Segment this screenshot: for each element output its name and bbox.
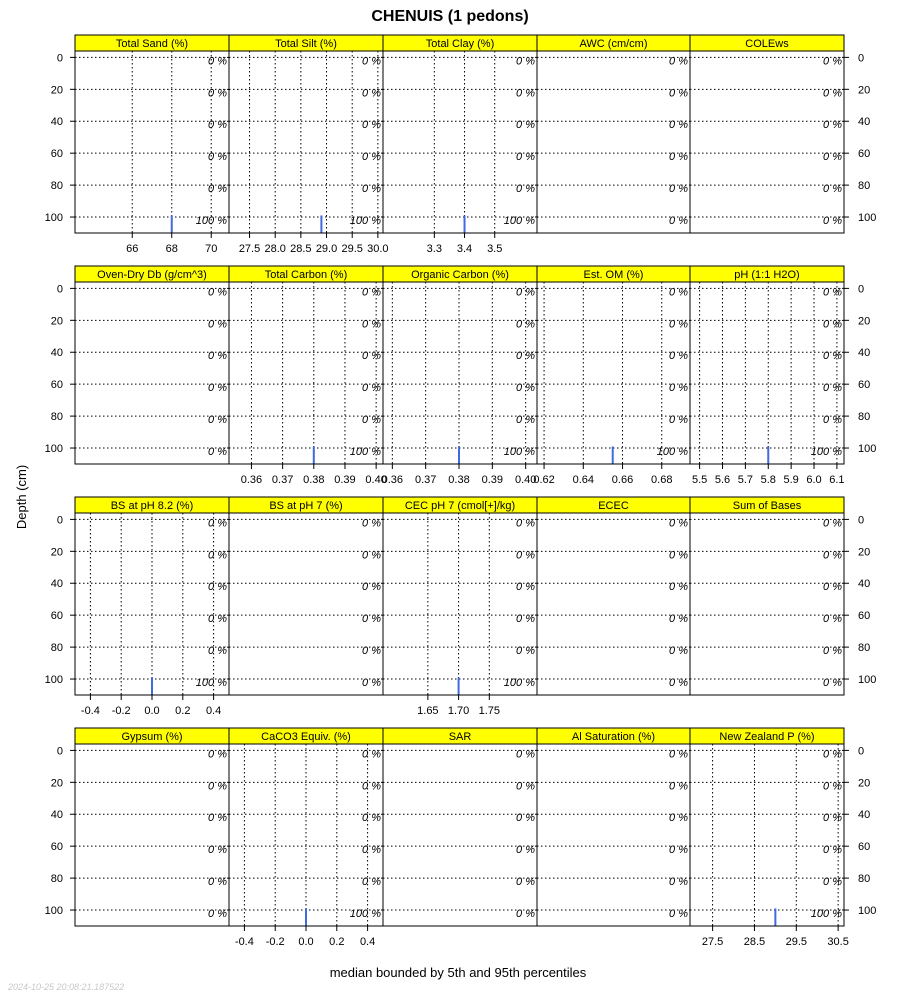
x-tick-label: 66 — [126, 243, 139, 255]
y-tick-label: 0 — [858, 52, 865, 65]
panel — [533, 266, 690, 486]
y-tick-label: 40 — [50, 578, 63, 591]
data-coverage-label: 0 % — [669, 812, 688, 825]
x-tick-label: 0.66 — [611, 474, 634, 486]
data-coverage-label: 0 % — [669, 318, 688, 331]
panel-strip-label: Est. OM (%) — [583, 269, 644, 281]
data-coverage-label: 0 % — [516, 517, 535, 530]
x-tick-label: 0.2 — [329, 936, 345, 948]
data-coverage-label: 0 % — [362, 87, 381, 100]
x-tick-label: -0.2 — [111, 705, 131, 717]
data-coverage-label: 0 % — [823, 677, 842, 690]
x-tick-label: 0.40 — [365, 474, 387, 486]
data-coverage-label: 0 % — [669, 780, 688, 793]
y-tick-label: 0 — [56, 283, 63, 296]
x-tick-label: 0.68 — [651, 474, 673, 486]
data-coverage-label: 0 % — [208, 446, 227, 459]
panel-frame — [75, 282, 229, 464]
x-tick-label: 28.5 — [290, 243, 312, 255]
y-tick-label: 80 — [858, 180, 871, 193]
x-tick-label: 0.40 — [514, 474, 537, 486]
panel-strip-label: Total Sand (%) — [115, 38, 189, 50]
data-coverage-label: 0 % — [516, 581, 535, 594]
data-coverage-label: 0 % — [362, 812, 381, 825]
x-tick-label: 1.65 — [417, 705, 439, 717]
y-tick-label: 80 — [50, 411, 63, 424]
data-coverage-label: 0 % — [208, 318, 227, 331]
x-tick-label: 29.0 — [315, 243, 338, 255]
data-coverage-label: 0 % — [516, 350, 535, 363]
data-coverage-label: 0 % — [516, 87, 535, 100]
data-coverage-label: 0 % — [362, 151, 381, 164]
data-coverage-label: 100 % — [195, 215, 227, 228]
data-coverage-label: 0 % — [516, 286, 535, 299]
data-coverage-label: 0 % — [516, 55, 535, 68]
data-coverage-label: 0 % — [823, 645, 842, 658]
x-tick-label: 27.5 — [701, 936, 724, 948]
y-tick-label: 20 — [858, 84, 871, 97]
panel-frame — [690, 513, 844, 695]
x-tick-label: 0.36 — [240, 474, 263, 486]
data-coverage-label: 0 % — [208, 908, 227, 921]
data-coverage-label: 100 % — [349, 908, 381, 921]
panel-frame — [690, 51, 844, 233]
data-coverage-label: 0 % — [362, 183, 381, 196]
x-tick-label: -0.2 — [265, 936, 285, 948]
x-tick-label: 1.75 — [478, 705, 501, 717]
data-coverage-label: 0 % — [208, 517, 227, 530]
data-coverage-label: 0 % — [208, 613, 227, 626]
data-coverage-label: 0 % — [669, 151, 688, 164]
panel — [45, 35, 229, 255]
y-tick-label: 100 — [858, 212, 877, 225]
panel-frame — [383, 744, 537, 926]
panel — [690, 35, 876, 233]
data-coverage-label: 0 % — [823, 382, 842, 395]
x-tick-label: 5.5 — [691, 474, 708, 486]
data-coverage-label: 0 % — [823, 286, 842, 299]
data-coverage-label: 0 % — [669, 382, 688, 395]
panel — [229, 35, 389, 255]
data-coverage-label: 0 % — [669, 55, 688, 68]
y-tick-label: 40 — [50, 809, 63, 822]
y-tick-label: 80 — [858, 642, 871, 655]
panel-strip-label: CaCO3 Equiv. (%) — [261, 731, 351, 743]
x-tick-label: -0.4 — [80, 705, 100, 717]
data-coverage-label: 0 % — [823, 55, 842, 68]
x-tick-label: 5.8 — [760, 474, 776, 486]
data-coverage-label: 0 % — [823, 549, 842, 562]
data-coverage-label: 0 % — [208, 780, 227, 793]
y-tick-label: 40 — [50, 347, 63, 360]
x-tick-label: 30.5 — [827, 936, 849, 948]
data-coverage-label: 0 % — [208, 812, 227, 825]
panel-strip-label: pH (1:1 H2O) — [734, 269, 800, 281]
data-coverage-label: 0 % — [823, 119, 842, 132]
data-coverage-label: 0 % — [208, 876, 227, 889]
x-tick-label: 0.36 — [381, 474, 404, 486]
panel-strip-label: BS at pH 7 (%) — [269, 500, 343, 512]
x-tick-label: 0.37 — [271, 474, 294, 486]
data-coverage-label: 0 % — [669, 748, 688, 761]
panel — [690, 266, 876, 486]
y-tick-label: 60 — [50, 610, 63, 623]
panel-strip-label: Al Saturation (%) — [571, 731, 656, 743]
x-tick-label: 5.7 — [737, 474, 754, 486]
data-coverage-label: 0 % — [362, 677, 381, 690]
y-tick-label: 60 — [50, 841, 63, 854]
data-coverage-label: 0 % — [208, 414, 227, 427]
y-tick-label: 100 — [44, 905, 63, 918]
y-tick-label: 80 — [858, 411, 871, 424]
data-coverage-label: 0 % — [516, 613, 535, 626]
data-coverage-label: 0 % — [362, 780, 381, 793]
data-coverage-label: 0 % — [516, 844, 535, 857]
data-coverage-label: 0 % — [208, 87, 227, 100]
x-tick-label: 68 — [165, 243, 178, 255]
y-tick-label: 60 — [50, 379, 63, 392]
panel — [537, 728, 690, 926]
panel-frame — [229, 513, 383, 695]
x-tick-label: 0.64 — [572, 474, 595, 486]
x-tick-label: 27.5 — [238, 243, 261, 255]
data-coverage-label: 0 % — [823, 844, 842, 857]
chart-title: CHENUIS (1 pedons) — [371, 8, 529, 25]
panel-frame — [383, 282, 537, 464]
x-tick-label: 0.4 — [359, 936, 376, 948]
data-coverage-label: 0 % — [669, 215, 688, 228]
panel — [45, 728, 229, 926]
data-coverage-label: 0 % — [669, 908, 688, 921]
y-axis-label: Depth (cm) — [14, 464, 29, 530]
data-coverage-label: 0 % — [208, 350, 227, 363]
panel — [690, 728, 876, 948]
data-coverage-label: 100 % — [656, 446, 688, 459]
x-tick-label: 0.2 — [175, 705, 191, 717]
data-coverage-label: 0 % — [669, 677, 688, 690]
y-tick-label: 60 — [858, 148, 871, 161]
data-coverage-label: 0 % — [823, 517, 842, 530]
panel-strip-label: BS at pH 8.2 (%) — [110, 500, 194, 512]
panel — [383, 497, 537, 717]
data-coverage-label: 0 % — [823, 748, 842, 761]
panel-frame — [537, 744, 690, 926]
data-coverage-label: 0 % — [208, 844, 227, 857]
x-tick-label: 29.5 — [341, 243, 363, 255]
y-tick-label: 0 — [858, 283, 865, 296]
panel-frame — [75, 744, 229, 926]
data-coverage-label: 0 % — [362, 517, 381, 530]
data-coverage-label: 0 % — [362, 350, 381, 363]
data-coverage-label: 0 % — [516, 414, 535, 427]
panel — [229, 497, 383, 695]
y-tick-label: 0 — [56, 514, 63, 527]
data-coverage-label: 0 % — [823, 581, 842, 594]
data-coverage-label: 0 % — [362, 876, 381, 889]
data-coverage-label: 100 % — [810, 908, 842, 921]
y-tick-label: 20 — [50, 84, 63, 97]
panel — [383, 35, 537, 255]
y-tick-label: 20 — [50, 777, 63, 790]
panel-strip-label: Gypsum (%) — [121, 731, 183, 743]
data-coverage-label: 0 % — [516, 645, 535, 658]
data-coverage-label: 0 % — [823, 87, 842, 100]
data-coverage-label: 0 % — [516, 908, 535, 921]
panel-strip-label: Total Carbon (%) — [264, 269, 348, 281]
x-tick-label: 0.39 — [334, 474, 356, 486]
data-coverage-label: 0 % — [669, 414, 688, 427]
data-coverage-label: 0 % — [516, 780, 535, 793]
panel-frame — [537, 513, 690, 695]
y-tick-label: 100 — [44, 674, 63, 687]
panel-strip-label: AWC (cm/cm) — [579, 38, 648, 50]
y-tick-label: 0 — [56, 52, 63, 65]
y-tick-label: 80 — [858, 873, 871, 886]
panel-strip-label: SAR — [448, 731, 472, 743]
y-tick-label: 20 — [50, 546, 63, 559]
panel — [45, 266, 229, 464]
data-coverage-label: 0 % — [669, 119, 688, 132]
panel-frame — [690, 744, 844, 926]
data-coverage-label: 0 % — [669, 581, 688, 594]
y-tick-label: 60 — [858, 379, 871, 392]
data-coverage-label: 100 % — [349, 215, 381, 228]
data-coverage-label: 0 % — [208, 581, 227, 594]
data-coverage-label: 0 % — [823, 414, 842, 427]
data-coverage-label: 0 % — [516, 549, 535, 562]
data-coverage-label: 0 % — [208, 549, 227, 562]
y-tick-label: 40 — [858, 809, 871, 822]
y-tick-label: 60 — [858, 841, 871, 854]
x-tick-label: 5.6 — [714, 474, 731, 486]
x-tick-label: 0.0 — [144, 705, 160, 717]
data-coverage-label: 0 % — [362, 645, 381, 658]
data-coverage-label: 0 % — [362, 844, 381, 857]
data-coverage-label: 0 % — [823, 613, 842, 626]
panel — [537, 497, 690, 695]
x-tick-label: 0.38 — [448, 474, 470, 486]
data-coverage-label: 0 % — [516, 183, 535, 196]
panel-strip-label: COLEws — [745, 38, 789, 50]
panel — [382, 266, 537, 486]
x-tick-label: 0.38 — [303, 474, 325, 486]
y-tick-label: 0 — [858, 514, 865, 527]
data-coverage-label: 0 % — [208, 382, 227, 395]
data-coverage-label: 0 % — [362, 613, 381, 626]
data-coverage-label: 0 % — [669, 844, 688, 857]
y-tick-label: 0 — [858, 745, 865, 758]
data-coverage-label: 0 % — [362, 55, 381, 68]
timestamp: 2024-10-25 20:08:21.187522 — [8, 982, 125, 992]
x-tick-label: 0.37 — [414, 474, 437, 486]
x-tick-label: 3.5 — [487, 243, 503, 255]
panel — [229, 728, 383, 948]
data-coverage-label: 0 % — [362, 382, 381, 395]
data-coverage-label: 0 % — [362, 414, 381, 427]
data-coverage-label: 0 % — [362, 318, 381, 331]
panel-strip-label: New Zealand P (%) — [719, 731, 815, 743]
panel-frame — [75, 513, 229, 695]
panel-grid — [45, 35, 877, 948]
y-tick-label: 40 — [858, 347, 871, 360]
data-coverage-label: 0 % — [669, 645, 688, 658]
panel — [537, 35, 690, 233]
data-coverage-label: 100 % — [195, 677, 227, 690]
x-tick-label: 28.5 — [743, 936, 766, 948]
panel-frame — [537, 51, 690, 233]
panel-frame — [383, 513, 537, 695]
data-coverage-label: 0 % — [823, 318, 842, 331]
data-coverage-label: 0 % — [823, 780, 842, 793]
x-tick-label: 29.5 — [785, 936, 808, 948]
x-tick-label: 5.9 — [783, 474, 799, 486]
data-coverage-label: 0 % — [362, 549, 381, 562]
panel-strip-label: Sum of Bases — [732, 500, 802, 512]
data-coverage-label: 0 % — [669, 286, 688, 299]
panel-frame — [75, 51, 229, 233]
y-tick-label: 80 — [50, 873, 63, 886]
panel-frame — [690, 282, 844, 464]
data-coverage-label: 0 % — [208, 119, 227, 132]
panel-strip-label: Total Silt (%) — [275, 38, 337, 50]
data-coverage-label: 100 % — [503, 215, 535, 228]
y-tick-label: 60 — [50, 148, 63, 161]
x-tick-label: 0.62 — [533, 474, 555, 486]
y-tick-label: 40 — [858, 116, 871, 129]
data-coverage-label: 0 % — [516, 812, 535, 825]
panel-strip-label: Oven-Dry Db (g/cm^3) — [97, 269, 207, 281]
data-coverage-label: 100 % — [810, 446, 842, 459]
data-coverage-label: 0 % — [823, 812, 842, 825]
data-coverage-label: 0 % — [823, 183, 842, 196]
panel-frame — [229, 282, 383, 464]
data-coverage-label: 0 % — [516, 382, 535, 395]
x-tick-label: 0.0 — [298, 936, 314, 948]
y-tick-label: 100 — [858, 905, 877, 918]
x-tick-label: 0.4 — [205, 705, 222, 717]
data-coverage-label: 0 % — [669, 876, 688, 889]
data-coverage-label: 100 % — [349, 446, 381, 459]
panel — [383, 728, 537, 926]
y-tick-label: 20 — [858, 777, 871, 790]
panel — [45, 497, 229, 717]
data-coverage-label: 0 % — [669, 350, 688, 363]
x-tick-label: 6.0 — [806, 474, 822, 486]
y-tick-label: 20 — [50, 315, 63, 328]
panel-frame — [537, 282, 690, 464]
y-tick-label: 100 — [44, 212, 63, 225]
x-tick-label: 3.3 — [426, 243, 442, 255]
x-tick-label: 1.70 — [447, 705, 470, 717]
data-coverage-label: 0 % — [208, 286, 227, 299]
data-coverage-label: 0 % — [516, 318, 535, 331]
data-coverage-label: 0 % — [516, 876, 535, 889]
x-tick-label: 3.4 — [456, 243, 473, 255]
data-coverage-label: 0 % — [669, 183, 688, 196]
y-tick-label: 100 — [44, 443, 63, 456]
x-tick-label: 70 — [205, 243, 218, 255]
y-tick-label: 20 — [858, 546, 871, 559]
data-coverage-label: 0 % — [362, 581, 381, 594]
panel-strip-label: Organic Carbon (%) — [411, 269, 509, 281]
x-tick-label: 28.0 — [264, 243, 286, 255]
data-coverage-label: 0 % — [823, 151, 842, 164]
panel-strip-label: ECEC — [598, 500, 629, 512]
panel — [229, 266, 387, 486]
data-coverage-label: 0 % — [208, 55, 227, 68]
data-coverage-label: 0 % — [362, 286, 381, 299]
data-coverage-label: 0 % — [823, 350, 842, 363]
data-coverage-label: 0 % — [516, 748, 535, 761]
data-coverage-label: 0 % — [362, 748, 381, 761]
y-tick-label: 80 — [50, 180, 63, 193]
y-tick-label: 100 — [858, 443, 877, 456]
data-coverage-label: 100 % — [503, 446, 535, 459]
data-coverage-label: 0 % — [516, 151, 535, 164]
y-tick-label: 40 — [858, 578, 871, 591]
data-coverage-label: 0 % — [362, 119, 381, 132]
y-tick-label: 0 — [56, 745, 63, 758]
data-coverage-label: 0 % — [669, 549, 688, 562]
y-tick-label: 60 — [858, 610, 871, 623]
data-coverage-label: 0 % — [208, 748, 227, 761]
x-tick-label: 0.39 — [481, 474, 504, 486]
data-coverage-label: 0 % — [823, 876, 842, 889]
y-tick-label: 40 — [50, 116, 63, 129]
data-coverage-label: 0 % — [516, 119, 535, 132]
data-coverage-label: 0 % — [669, 87, 688, 100]
y-tick-label: 100 — [858, 674, 877, 687]
x-tick-label: 30.0 — [367, 243, 389, 255]
data-coverage-label: 100 % — [503, 677, 535, 690]
x-tick-label: -0.4 — [234, 936, 254, 948]
data-coverage-label: 0 % — [669, 517, 688, 530]
data-coverage-label: 0 % — [208, 151, 227, 164]
data-coverage-label: 0 % — [208, 645, 227, 658]
panel-strip-label: Total Clay (%) — [425, 38, 495, 50]
panel-frame — [229, 51, 383, 233]
panel-frame — [229, 744, 383, 926]
data-coverage-label: 0 % — [669, 613, 688, 626]
data-coverage-label: 0 % — [823, 215, 842, 228]
panel — [690, 497, 876, 695]
x-tick-label: 6.1 — [829, 474, 845, 486]
y-tick-label: 20 — [858, 315, 871, 328]
data-coverage-label: 0 % — [208, 183, 227, 196]
panel-strip-label: CEC pH 7 (cmol[+]/kg) — [404, 500, 516, 512]
panel-frame — [383, 51, 537, 233]
y-tick-label: 80 — [50, 642, 63, 655]
x-axis-label: median bounded by 5th and 95th percentiles — [329, 965, 587, 980]
